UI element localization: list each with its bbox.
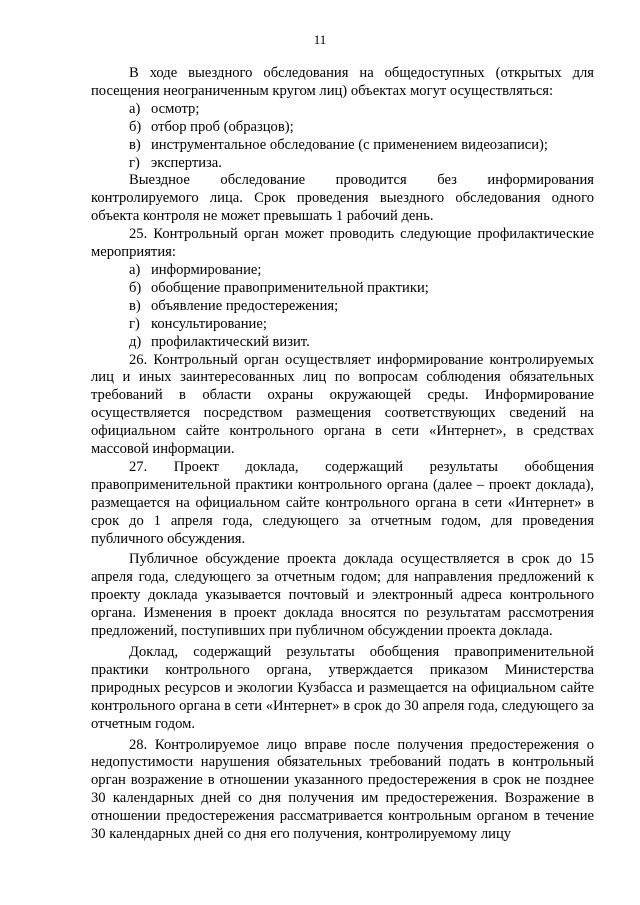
paragraph: 25. Контрольный орган может проводить следующие профилактические мероприятия: [91,226,594,261]
paragraph: 27. Проект доклада, содержащий результаты обобщения правоприменительной практики контрольного органа (далее – проект доклада), размещается на официальном сайте контрольного органа в сети «Интернет» в срок до 1 апреля года, следующего за отчетным годом, для проведения публичного обсуждения. [91,458,594,547]
paragraph: 26. Контрольный орган осуществляет информирование контролируемых лиц и иных заинтересованных лиц по вопросам соблюдения обязательных требований в области охраны окружающей среды. Информирование осуществляется посредством размещения соответствующих сведений на официальном сайте контрольного органа в сети «Интернет», в средствах массовой информации. [91,351,594,458]
list-marker: б) [129,279,142,296]
list-item-text: отбор проб (образцов); [151,118,294,135]
list-item [91,316,594,334]
list-item-text: объявление предостережения; [151,297,339,314]
list-item-text: экспертиза. [151,154,222,171]
paragraph: Выездное обследование проводится без информирования контролируемого лица. Срок проведения выездного обследования одного объекта контроля не может превышать 1 рабочий день. [91,172,594,225]
list-item [91,334,594,352]
list-marker: в) [129,136,141,153]
list-marker: д) [129,333,142,350]
list-item [91,155,594,173]
list-item-text: профилактический визит. [151,333,310,350]
list-item [91,280,594,298]
list-marker: г) [129,154,140,171]
list-item-text: информирование; [151,261,262,278]
paragraph: Доклад, содержащий результаты обобщения правоприменительной практики контрольного органа, утверждается приказом Министерства природных ресурсов и экологии Кузбасса и размещается на официальном сайте контрольного органа в сети «Интернет» в срок до 30 апреля года, следующего за отчетным годом. [91,644,594,732]
list-item-text: обобщение правоприменительной практики; [151,279,429,296]
list-item [91,137,594,155]
list-marker: а) [129,261,141,278]
paragraph: Публичное обсуждение проекта доклада осуществляется в срок до 15 апреля года, следующего за отчетным годом; для направления предложений к проекту доклада указывается почтовый и электронный адреса контрольного органа. Изменения в проект доклада вносятся по результатам рассмотрения предложений, поступивших при публичном обсуждении проекта доклада. [91,551,594,640]
document-body [91,65,594,844]
paragraph: 28. Контролируемое лицо вправе после получения предостережения о недопустимости нарушения обязательных требований подать в контрольный орган возражение в отношении указанного предостережения в срок не позднее 30 календарных дней со дня получения им предостережения. Возражение в отношении предостережения рассматривается контрольным органом в течение 30 календарных дней со дня его получения, контролируемому лицу [91,736,594,843]
page-number: 11 [313,32,327,47]
list-marker: в) [129,297,141,314]
list-item [91,119,594,137]
list-marker: г) [129,315,140,332]
list-marker: а) [129,100,141,117]
list-item-text: осмотр; [151,100,200,117]
enumerated-list [91,262,594,352]
paragraph: В ходе выездного обследования на общедоступных (открытых для посещения неограниченным кругом лиц) объектах могут осуществляться: [91,65,594,99]
list-item [91,101,594,119]
list-item-text: консультирование; [151,315,267,332]
list-item [91,298,594,316]
enumerated-list [91,101,594,173]
list-item-text: инструментальное обследование (с применением видеозаписи); [151,136,548,153]
list-marker: б) [129,118,142,135]
list-item [91,262,594,280]
